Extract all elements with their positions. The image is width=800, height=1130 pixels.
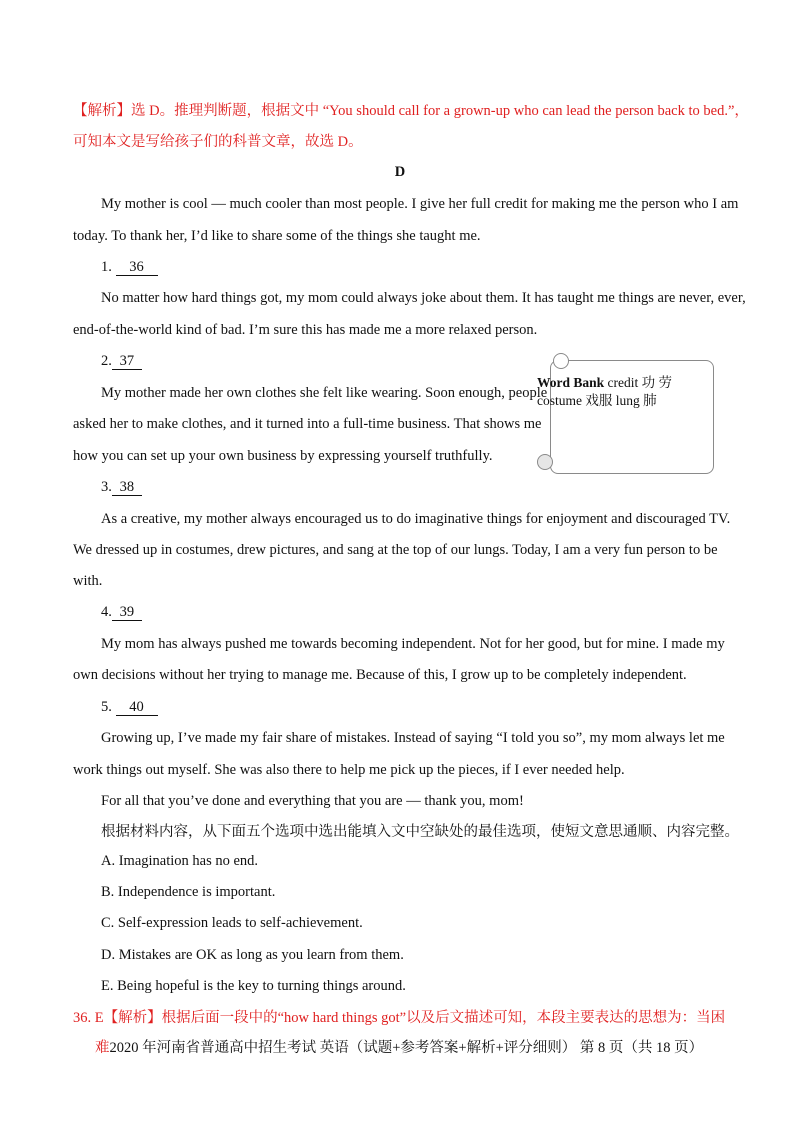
answer-blank-37[interactable]: 37 <box>112 353 142 370</box>
option-a: A. Imagination has no end. <box>101 853 259 869</box>
paragraph-3-line-3: how you can set up your own business by expressing yourself truthfully. <box>73 448 493 464</box>
paragraph-6-line-1: Growing up, I’ve made my fair share of mistakes. Instead of saying “I told you so”, my mom always let me <box>101 730 725 746</box>
footer-text: 2020 年河南省普通高中招生考试 英语（试题+参考答案+解析+评分细则） 第 8 页（共 18 页） <box>109 1040 704 1056</box>
option-c: C. Self-expression leads to self-achievement. <box>101 915 363 931</box>
question-1 <box>101 257 158 277</box>
paragraph-5-line-1: My mom has always pushed me towards becoming independent. Not for her good, but for mine. I made my <box>101 636 725 652</box>
paragraph-7: For all that you’ve done and everything that you are — thank you, mom! <box>101 793 524 809</box>
question-5 <box>101 697 158 717</box>
analysis-tag: 【解析】 <box>73 103 131 119</box>
section-title: D <box>394 164 406 180</box>
analysis-text: 选 D。推理判断题，根据文中 “You should call for a grown-up who can lead the person back to bed.”， <box>131 103 749 119</box>
paragraph-4-line-2: We dressed up in costumes, drew pictures, and sang at the top of our lungs. Today, I am a very fun person to be <box>73 542 718 558</box>
question-number: 4. <box>101 604 112 620</box>
paragraph-6-line-2: work things out myself. She was also there to help me pick up the pieces, if I ever needed help. <box>73 762 625 778</box>
question-number: 2. <box>101 353 112 369</box>
answer-36-text: 根据后面一段中的“how hard things got”以及后文描述可知，本段主要表达的思想为：当困 <box>161 1010 726 1026</box>
option-b: B. Independence is important. <box>101 884 276 900</box>
analysis-line-2: 可知本文是写给孩子们的科普文章，故选 D。 <box>73 134 363 150</box>
option-e: E. Being hopeful is the key to turning things around. <box>101 978 406 994</box>
paragraph-2-line-2: end-of-the-world kind of bad. I’m sure this has made me a more relaxed person. <box>73 322 538 338</box>
question-number: 3. <box>101 479 112 495</box>
question-number: 5. <box>101 699 112 715</box>
paragraph-5-line-2: own decisions without her trying to manage me. Because of this, I grow up to be completely independent. <box>73 667 687 683</box>
answer-36-prefix: 36. E【解析】 <box>73 1010 162 1026</box>
footer-lead: 难 <box>95 1040 110 1056</box>
paragraph-1-line-2: today. To thank her, I’d like to share some of the things she taught me. <box>73 228 481 244</box>
paragraph-3-line-1: My mother made her own clothes she felt like wearing. Soon enough, people <box>101 385 548 401</box>
scroll-curl-top <box>553 353 569 369</box>
option-d: D. Mistakes are OK as long as you learn from them. <box>101 947 404 963</box>
question-number: 1. <box>101 259 112 275</box>
answer-blank-39[interactable]: 39 <box>112 604 142 621</box>
question-2 <box>101 351 142 371</box>
page-footer <box>95 1038 703 1058</box>
word-bank-line-1 <box>537 374 672 392</box>
scroll-curl-bottom <box>537 454 553 470</box>
instruction: 根据材料内容，从下面五个选项中选出能填入文中空缺处的最佳选项，使短文意思通顺、内容完整。 <box>101 824 739 840</box>
answer-blank-40[interactable]: 40 <box>116 699 158 716</box>
paragraph-4-line-1: As a creative, my mother always encouraged us to do imaginative things for enjoyment and discouraged TV. <box>101 511 731 527</box>
paragraph-4-line-3: with. <box>73 573 103 589</box>
word-bank-title: Word Bank <box>537 375 605 390</box>
paragraph-1-line-1: My mother is cool — much cooler than most people. I give her full credit for making me the person who I am <box>101 196 739 212</box>
answer-blank-38[interactable]: 38 <box>112 479 142 496</box>
paragraph-3-line-2: asked her to make clothes, and it turned into a full-time business. That shows me <box>73 416 542 432</box>
paragraph-2-line-1: No matter how hard things got, my mom could always joke about them. It has taught me things are never, ever, <box>101 290 746 306</box>
analysis-line-1 <box>73 101 749 121</box>
word-bank-entry: credit 功 劳 <box>607 375 673 390</box>
question-3 <box>101 477 142 497</box>
question-4 <box>101 602 142 622</box>
answer-blank-36[interactable]: 36 <box>116 259 158 276</box>
word-bank-line-2: costume 戏服 lung 肺 <box>537 393 657 408</box>
answer-36-analysis <box>73 1008 725 1028</box>
